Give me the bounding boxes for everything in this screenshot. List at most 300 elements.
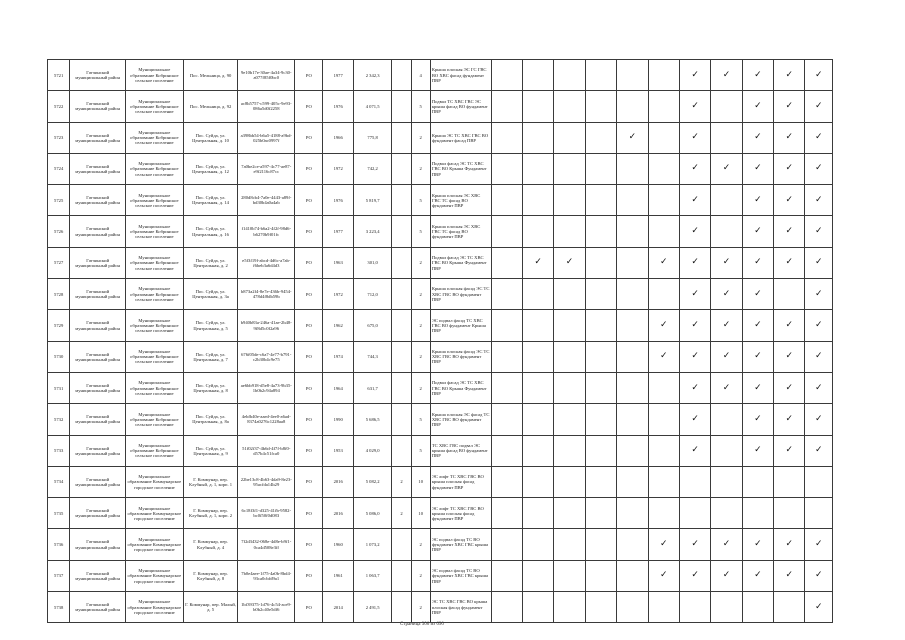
checkmark-cell (491, 122, 522, 153)
floors-cell (392, 529, 411, 560)
guid-cell: 7b0e4aee-1f75-4a0b-8bd4-93ca0cbfd9a1 (238, 560, 295, 591)
area-cell: 4 029,0 (353, 435, 391, 466)
checkmark-cell (522, 466, 553, 497)
works-cell: Крыша плоская ЭС фасад ТС ХВС ГВС ВО фундамент ПВР (430, 404, 491, 435)
checkmark-cell (617, 435, 648, 466)
year-cell: 2016 (323, 466, 353, 497)
checkmark-cell (522, 91, 553, 122)
checkmark-cell (522, 560, 553, 591)
checkmark-cell (585, 466, 616, 497)
checkmark-cell: ✓ (805, 560, 833, 591)
table-row (48, 91, 833, 122)
type-cell: РО (295, 529, 323, 560)
checkmark-cell (585, 560, 616, 591)
floors-cell (392, 60, 411, 91)
checkmark-cell: ✓ (774, 560, 805, 591)
checkmark-cell (648, 404, 679, 435)
year-cell: 1963 (323, 247, 353, 278)
checkmark-cell: ✓ (805, 435, 833, 466)
checkmark-cell (648, 216, 679, 247)
works-cell: ТС ХВС ГВС подвал ЭС крыша фасад ВО фундамент ПВР (430, 435, 491, 466)
floors-cell (392, 310, 411, 341)
checkmark-cell (522, 153, 553, 184)
floors-cell (392, 185, 411, 216)
checkmark-cell: ✓ (805, 60, 833, 91)
type-cell: РО (295, 279, 323, 310)
row-number: 5737 (48, 560, 70, 591)
works-cell: Подвал фасад ЭС ТС ХВС ГВС ВО Крыша Фундамент ПВР (430, 247, 491, 278)
entrances-cell: 2 (411, 122, 430, 153)
checkmark-cell: ✓ (679, 185, 710, 216)
row-number: 5724 (48, 153, 70, 184)
year-cell: 1976 (323, 185, 353, 216)
checkmark-cell (491, 404, 522, 435)
year-cell: 1990 (323, 404, 353, 435)
works-cell: Крыша плоская ЭС ХВС ГВС ТС фасад ВО фундамент ПВР (430, 216, 491, 247)
address-cell: Пос. Суйда, ул. Центральная, д. 10 (183, 122, 238, 153)
checkmark-cell: ✓ (742, 529, 773, 560)
checkmark-cell (554, 560, 585, 591)
checkmark-cell (554, 466, 585, 497)
floors-cell (392, 279, 411, 310)
entrances-cell: 2 (411, 372, 430, 403)
checkmark-cell: ✓ (648, 247, 679, 278)
page-footer: Страница 306 из 690 (400, 622, 444, 627)
checkmark-cell (522, 60, 553, 91)
settlement-cell: Муниципальное образование Кобринское сельское поселение (125, 216, 183, 247)
row-number: 5738 (48, 592, 70, 623)
area-cell: 301,0 (353, 247, 391, 278)
checkmark-cell (585, 122, 616, 153)
row-number: 5723 (48, 122, 70, 153)
works-cell: ЭС подвал фасад ТС ХВС ГВС ВО фундамент Крыша ПВР (430, 310, 491, 341)
row-number: 5728 (48, 279, 70, 310)
checkmark-cell: ✓ (805, 216, 833, 247)
type-cell: РО (295, 247, 323, 278)
type-cell: РО (295, 592, 323, 623)
year-cell: 1977 (323, 60, 353, 91)
checkmark-cell (491, 310, 522, 341)
area-cell: 1 073,2 (353, 529, 391, 560)
checkmark-cell (585, 185, 616, 216)
checkmark-cell (585, 435, 616, 466)
settlement-cell: Муниципальное образование Кобринское сельское поселение (125, 404, 183, 435)
works-cell: Крыша плоская ЭС ХВС ГВС ТС фасад ВО фундамент ПВР (430, 185, 491, 216)
district-cell: Гатчинский муниципальный район (70, 372, 126, 403)
row-number: 5721 (48, 60, 70, 91)
address-cell: Пос. Суйда, ул. Центральная, д. 5 (183, 310, 238, 341)
checkmark-cell: ✓ (742, 560, 773, 591)
floors-cell (392, 216, 411, 247)
checkmark-cell: ✓ (679, 91, 710, 122)
checkmark-cell (522, 216, 553, 247)
entrances-cell: 5 (411, 185, 430, 216)
checkmark-cell: ✓ (679, 560, 710, 591)
checkmark-cell (491, 592, 522, 623)
floors-cell (392, 372, 411, 403)
works-cell: Подвал ТС ХВС ГВС ЭС крыша фасад ВО фундамент ПВР (430, 91, 491, 122)
checkmark-cell (522, 529, 553, 560)
table-row (48, 529, 833, 560)
guid-cell: ac8b5757-c599-405c-9e93-086a5d0f2258 (238, 91, 295, 122)
works-cell: ЭС лифт ТС ХВС ГВС ВО крыша плоская фасад фундамент ПВР (430, 466, 491, 497)
checkmark-cell: ✓ (805, 279, 833, 310)
district-cell: Гатчинский муниципальный район (70, 185, 126, 216)
guid-cell: 51f02f37-4b6d-4f7f-b8f0-d57b4c51fca0 (238, 435, 295, 466)
guid-cell: 280d8cb4-7a0e-4443-a89f-bd30b4a0a4ab (238, 185, 295, 216)
district-cell: Гатчинский муниципальный район (70, 122, 126, 153)
checkmark-cell (585, 592, 616, 623)
area-cell: 631,7 (353, 372, 391, 403)
settlement-cell: Муниципальное образование Кобринское сельское поселение (125, 435, 183, 466)
checkmark-cell (554, 310, 585, 341)
checkmark-cell: ✓ (679, 60, 710, 91)
entrances-cell: 10 (411, 466, 430, 497)
checkmark-cell (648, 279, 679, 310)
checkmark-cell: ✓ (711, 529, 742, 560)
checkmark-cell (679, 592, 710, 623)
checkmark-cell: ✓ (679, 435, 710, 466)
checkmark-cell (491, 372, 522, 403)
checkmark-cell (585, 310, 616, 341)
type-cell: РО (295, 216, 323, 247)
table-row (48, 466, 833, 497)
works-cell: Подвал фасад ЭС ТС ХВС ГВС ВО Крыша Фундамент ПВР (430, 372, 491, 403)
area-cell: 775,8 (353, 122, 391, 153)
checkmark-cell (522, 310, 553, 341)
year-cell: 1962 (323, 310, 353, 341)
row-number: 5733 (48, 435, 70, 466)
checkmark-cell: ✓ (522, 247, 553, 278)
checkmark-cell: ✓ (648, 341, 679, 372)
address-cell: Пос. Мельница, д. 90 (183, 60, 238, 91)
checkmark-cell (491, 216, 522, 247)
checkmark-cell (805, 498, 833, 529)
settlement-cell: Муниципальное образование Кобринское сельское поселение (125, 372, 183, 403)
entrances-cell: 5 (411, 404, 430, 435)
settlement-cell: Муниципальное образование Кобринское сельское поселение (125, 341, 183, 372)
checkmark-cell: ✓ (774, 60, 805, 91)
entrances-cell: 2 (411, 592, 430, 623)
row-number: 5730 (48, 341, 70, 372)
checkmark-cell (554, 592, 585, 623)
year-cell: 2014 (323, 592, 353, 623)
guid-cell: b873a2f4-8e7e-436b-9454-478d4f8db59b (238, 279, 295, 310)
checkmark-cell: ✓ (742, 279, 773, 310)
table-row (48, 341, 833, 372)
checkmark-cell: ✓ (742, 404, 773, 435)
checkmark-cell (554, 185, 585, 216)
area-cell: 742,2 (353, 153, 391, 184)
address-cell: Пос. Суйда, ул. Центральная, д. 8 (183, 372, 238, 403)
type-cell: РО (295, 310, 323, 341)
year-cell: 2016 (323, 498, 353, 529)
address-cell: Г. Коммунар, пер. Малый, д. 5 (183, 592, 238, 623)
checkmark-cell (805, 466, 833, 497)
year-cell: 1953 (323, 435, 353, 466)
table-row (48, 122, 833, 153)
checkmark-cell (585, 404, 616, 435)
area-cell: 744,3 (353, 341, 391, 372)
checkmark-cell (617, 185, 648, 216)
area-cell: 3 223,4 (353, 216, 391, 247)
settlement-cell: Муниципальное образование Кобринское сельское поселение (125, 153, 183, 184)
checkmark-cell (522, 404, 553, 435)
table-row (48, 435, 833, 466)
register-sheet (47, 59, 833, 623)
checkmark-cell: ✓ (805, 404, 833, 435)
checkmark-cell: ✓ (774, 122, 805, 153)
settlement-cell: Муниципальное образование Коммунарское городское поселение (125, 592, 183, 623)
table-row (48, 372, 833, 403)
checkmark-cell (491, 153, 522, 184)
checkmark-cell: ✓ (742, 185, 773, 216)
settlement-cell: Муниципальное образование Коммунарское городское поселение (125, 560, 183, 591)
checkmark-cell (585, 372, 616, 403)
table-row (48, 247, 833, 278)
checkmark-cell (554, 372, 585, 403)
entrances-cell: 5 (411, 91, 430, 122)
checkmark-cell: ✓ (774, 185, 805, 216)
checkmark-cell: ✓ (711, 247, 742, 278)
area-cell: 675,0 (353, 310, 391, 341)
guid-cell: 676f05de-c6a7-4e77-b791-c2b30b4c9e75 (238, 341, 295, 372)
checkmark-cell (554, 435, 585, 466)
checkmark-cell (648, 592, 679, 623)
checkmark-cell (491, 435, 522, 466)
checkmark-cell (617, 247, 648, 278)
table-row (48, 216, 833, 247)
checkmark-cell (711, 91, 742, 122)
works-cell: Крыша плоская фасад ЭС ТС ХВС ГВС ВО фундамент ПВР (430, 341, 491, 372)
checkmark-cell (522, 435, 553, 466)
housing-register-table (47, 59, 833, 623)
guid-cell: 1bf39375-1d76-4c54-ace9-b0b2c40e5df6 (238, 592, 295, 623)
checkmark-cell: ✓ (774, 341, 805, 372)
address-cell: Г. Коммунар, пер. Клубный, д. 8 (183, 560, 238, 591)
entrances-cell: 2 (411, 560, 430, 591)
checkmark-cell: ✓ (742, 122, 773, 153)
type-cell: РО (295, 560, 323, 591)
checkmark-cell (679, 498, 710, 529)
checkmark-cell: ✓ (679, 279, 710, 310)
area-cell: 2 342,3 (353, 60, 391, 91)
settlement-cell: Муниципальное образование Коммунарское городское поселение (125, 498, 183, 529)
checkmark-cell (554, 60, 585, 91)
table-row (48, 404, 833, 435)
settlement-cell: Муниципальное образование Кобринское сельское поселение (125, 60, 183, 91)
floors-cell (392, 122, 411, 153)
type-cell: РО (295, 404, 323, 435)
address-cell: Пос. Суйда, ул. Центральная, д. 12 (183, 153, 238, 184)
checkmark-cell (554, 279, 585, 310)
guid-cell: 6c18f3f1-d325-41fb-9582-bc0f50f0d083 (238, 498, 295, 529)
district-cell: Гатчинский муниципальный район (70, 560, 126, 591)
checkmark-cell (617, 404, 648, 435)
district-cell: Гатчинский муниципальный район (70, 466, 126, 497)
settlement-cell: Муниципальное образование Кобринское сельское поселение (125, 91, 183, 122)
checkmark-cell (648, 435, 679, 466)
address-cell: Пос. Суйда, ул. Центральная, д. 2 (183, 247, 238, 278)
checkmark-cell: ✓ (774, 247, 805, 278)
row-number: 5731 (48, 372, 70, 403)
checkmark-cell (522, 341, 553, 372)
checkmark-cell (585, 498, 616, 529)
year-cell: 1977 (323, 216, 353, 247)
type-cell: РО (295, 466, 323, 497)
works-cell: ЭС лифт ТС ХВС ГВС ВО крыша плоская фасад фундамент ПВР (430, 498, 491, 529)
area-cell: 712,0 (353, 279, 391, 310)
checkmark-cell (491, 91, 522, 122)
checkmark-cell (491, 185, 522, 216)
floors-cell (392, 435, 411, 466)
address-cell: Г. Коммунар, пер. Клубный, д. 1, корп. 2 (183, 498, 238, 529)
checkmark-cell (617, 529, 648, 560)
district-cell: Гатчинский муниципальный район (70, 529, 126, 560)
year-cell: 1961 (323, 560, 353, 591)
area-cell: 5 082,2 (353, 466, 391, 497)
checkmark-cell (648, 466, 679, 497)
checkmark-cell: ✓ (805, 372, 833, 403)
checkmark-cell (774, 498, 805, 529)
entrances-cell: 2 (411, 279, 430, 310)
checkmark-cell (554, 91, 585, 122)
checkmark-cell (617, 60, 648, 91)
register-rows (48, 60, 833, 623)
checkmark-cell (774, 279, 805, 310)
type-cell: РО (295, 122, 323, 153)
checkmark-cell (742, 592, 773, 623)
year-cell: 1976 (323, 91, 353, 122)
checkmark-cell (648, 185, 679, 216)
address-cell: Пос. Суйда, ул. Центральная, д. 16 (183, 216, 238, 247)
checkmark-cell (742, 498, 773, 529)
type-cell: РО (295, 153, 323, 184)
district-cell: Гатчинский муниципальный район (70, 592, 126, 623)
type-cell: РО (295, 341, 323, 372)
checkmark-cell: ✓ (805, 122, 833, 153)
checkmark-cell (617, 560, 648, 591)
checkmark-cell (522, 498, 553, 529)
row-number: 5732 (48, 404, 70, 435)
checkmark-cell: ✓ (679, 216, 710, 247)
checkmark-cell (648, 498, 679, 529)
checkmark-cell: ✓ (711, 341, 742, 372)
checkmark-cell (491, 560, 522, 591)
checkmark-cell: ✓ (774, 435, 805, 466)
guid-cell: a398bb54-b6a5-4188-a9bd-025b0ac0997f (238, 122, 295, 153)
guid-cell: ae6bb918-d5e8-4a73-9b35-1b0b2c94a894 (238, 372, 295, 403)
works-cell: Крыша ЭС ТС ХВС ГВС ВО фундамент фасад ПВР (430, 122, 491, 153)
checkmark-cell (554, 529, 585, 560)
checkmark-cell: ✓ (774, 404, 805, 435)
checkmark-cell: ✓ (742, 153, 773, 184)
guid-cell: e5f3f19f-abcd-4d6c-a7ab-f6beb3a6d4d3 (238, 247, 295, 278)
entrances-cell: 5 (411, 216, 430, 247)
entrances-cell: 10 (411, 498, 430, 529)
checkmark-cell: ✓ (679, 372, 710, 403)
table-row (48, 560, 833, 591)
address-cell: Пос. Суйда, ул. Центральная, д. 8а (183, 404, 238, 435)
guid-cell: 9e10b17e-30ae-4a34-9c30-a077f85f0bc0 (238, 60, 295, 91)
district-cell: Гатчинский муниципальный район (70, 435, 126, 466)
area-cell: 5 086,0 (353, 498, 391, 529)
entrances-cell: 2 (411, 341, 430, 372)
guid-cell: 22be13c8-4b63-4da9-8e23-95acfda14b29 (238, 466, 295, 497)
checkmark-cell: ✓ (805, 153, 833, 184)
checkmark-cell (679, 466, 710, 497)
area-cell: 1 063,7 (353, 560, 391, 591)
type-cell: РО (295, 435, 323, 466)
district-cell: Гатчинский муниципальный район (70, 153, 126, 184)
district-cell: Гатчинский муниципальный район (70, 310, 126, 341)
table-row (48, 279, 833, 310)
checkmark-cell: ✓ (742, 60, 773, 91)
guid-cell: b940b83a-246a-41ae-2b48-9f8d5c0f2a96 (238, 310, 295, 341)
checkmark-cell (554, 122, 585, 153)
address-cell: Г. Коммунар, пер. Клубный, д. 1, корп. 1 (183, 466, 238, 497)
checkmark-cell (617, 310, 648, 341)
floors-cell: 2 (392, 466, 411, 497)
floors-cell (392, 341, 411, 372)
year-cell: 1964 (323, 372, 353, 403)
checkmark-cell: ✓ (805, 91, 833, 122)
checkmark-cell (491, 247, 522, 278)
checkmark-cell: ✓ (774, 153, 805, 184)
floors-cell (392, 91, 411, 122)
row-number: 5725 (48, 185, 70, 216)
checkmark-cell (491, 60, 522, 91)
address-cell: Пос. Мельница, д. 92 (183, 91, 238, 122)
checkmark-cell (585, 60, 616, 91)
works-cell: ЭС подвал фасад ТС ВО фундамент ХВС ГВС крыша ПВР (430, 560, 491, 591)
checkmark-cell: ✓ (805, 185, 833, 216)
checkmark-cell (585, 153, 616, 184)
address-cell: Пос. Суйда, ул. Центральная, д. 9 (183, 435, 238, 466)
checkmark-cell: ✓ (679, 153, 710, 184)
checkmark-cell (522, 279, 553, 310)
row-number: 5726 (48, 216, 70, 247)
checkmark-cell (585, 341, 616, 372)
checkmark-cell (491, 529, 522, 560)
address-cell: Пос. Суйда, ул. Центральная, д. 14 (183, 185, 238, 216)
settlement-cell: Муниципальное образование Кобринское сельское поселение (125, 310, 183, 341)
checkmark-cell (585, 91, 616, 122)
works-cell: Крыша плоская фасад ЭС ТС ХВС ГВС ВО фундамент ПВР (430, 279, 491, 310)
checkmark-cell (617, 466, 648, 497)
floors-cell: 2 (392, 498, 411, 529)
checkmark-cell: ✓ (742, 216, 773, 247)
works-cell: Крыша плоская ЭС ГС ГВС ВО ХВС фасад фундамент ПВР (430, 60, 491, 91)
type-cell: РО (295, 372, 323, 403)
checkmark-cell: ✓ (805, 247, 833, 278)
area-cell: 4 071,5 (353, 91, 391, 122)
year-cell: 1966 (323, 122, 353, 153)
checkmark-cell (711, 466, 742, 497)
district-cell: Гатчинский муниципальный район (70, 216, 126, 247)
checkmark-cell: ✓ (805, 341, 833, 372)
checkmark-cell (711, 404, 742, 435)
checkmark-cell: ✓ (711, 372, 742, 403)
entrances-cell: 2 (411, 310, 430, 341)
type-cell: РО (295, 91, 323, 122)
year-cell: 1972 (323, 153, 353, 184)
row-number: 5722 (48, 91, 70, 122)
checkmark-cell: ✓ (774, 529, 805, 560)
checkmark-cell: ✓ (679, 122, 710, 153)
checkmark-cell: ✓ (711, 560, 742, 591)
settlement-cell: Муниципальное образование Кобринское сельское поселение (125, 122, 183, 153)
